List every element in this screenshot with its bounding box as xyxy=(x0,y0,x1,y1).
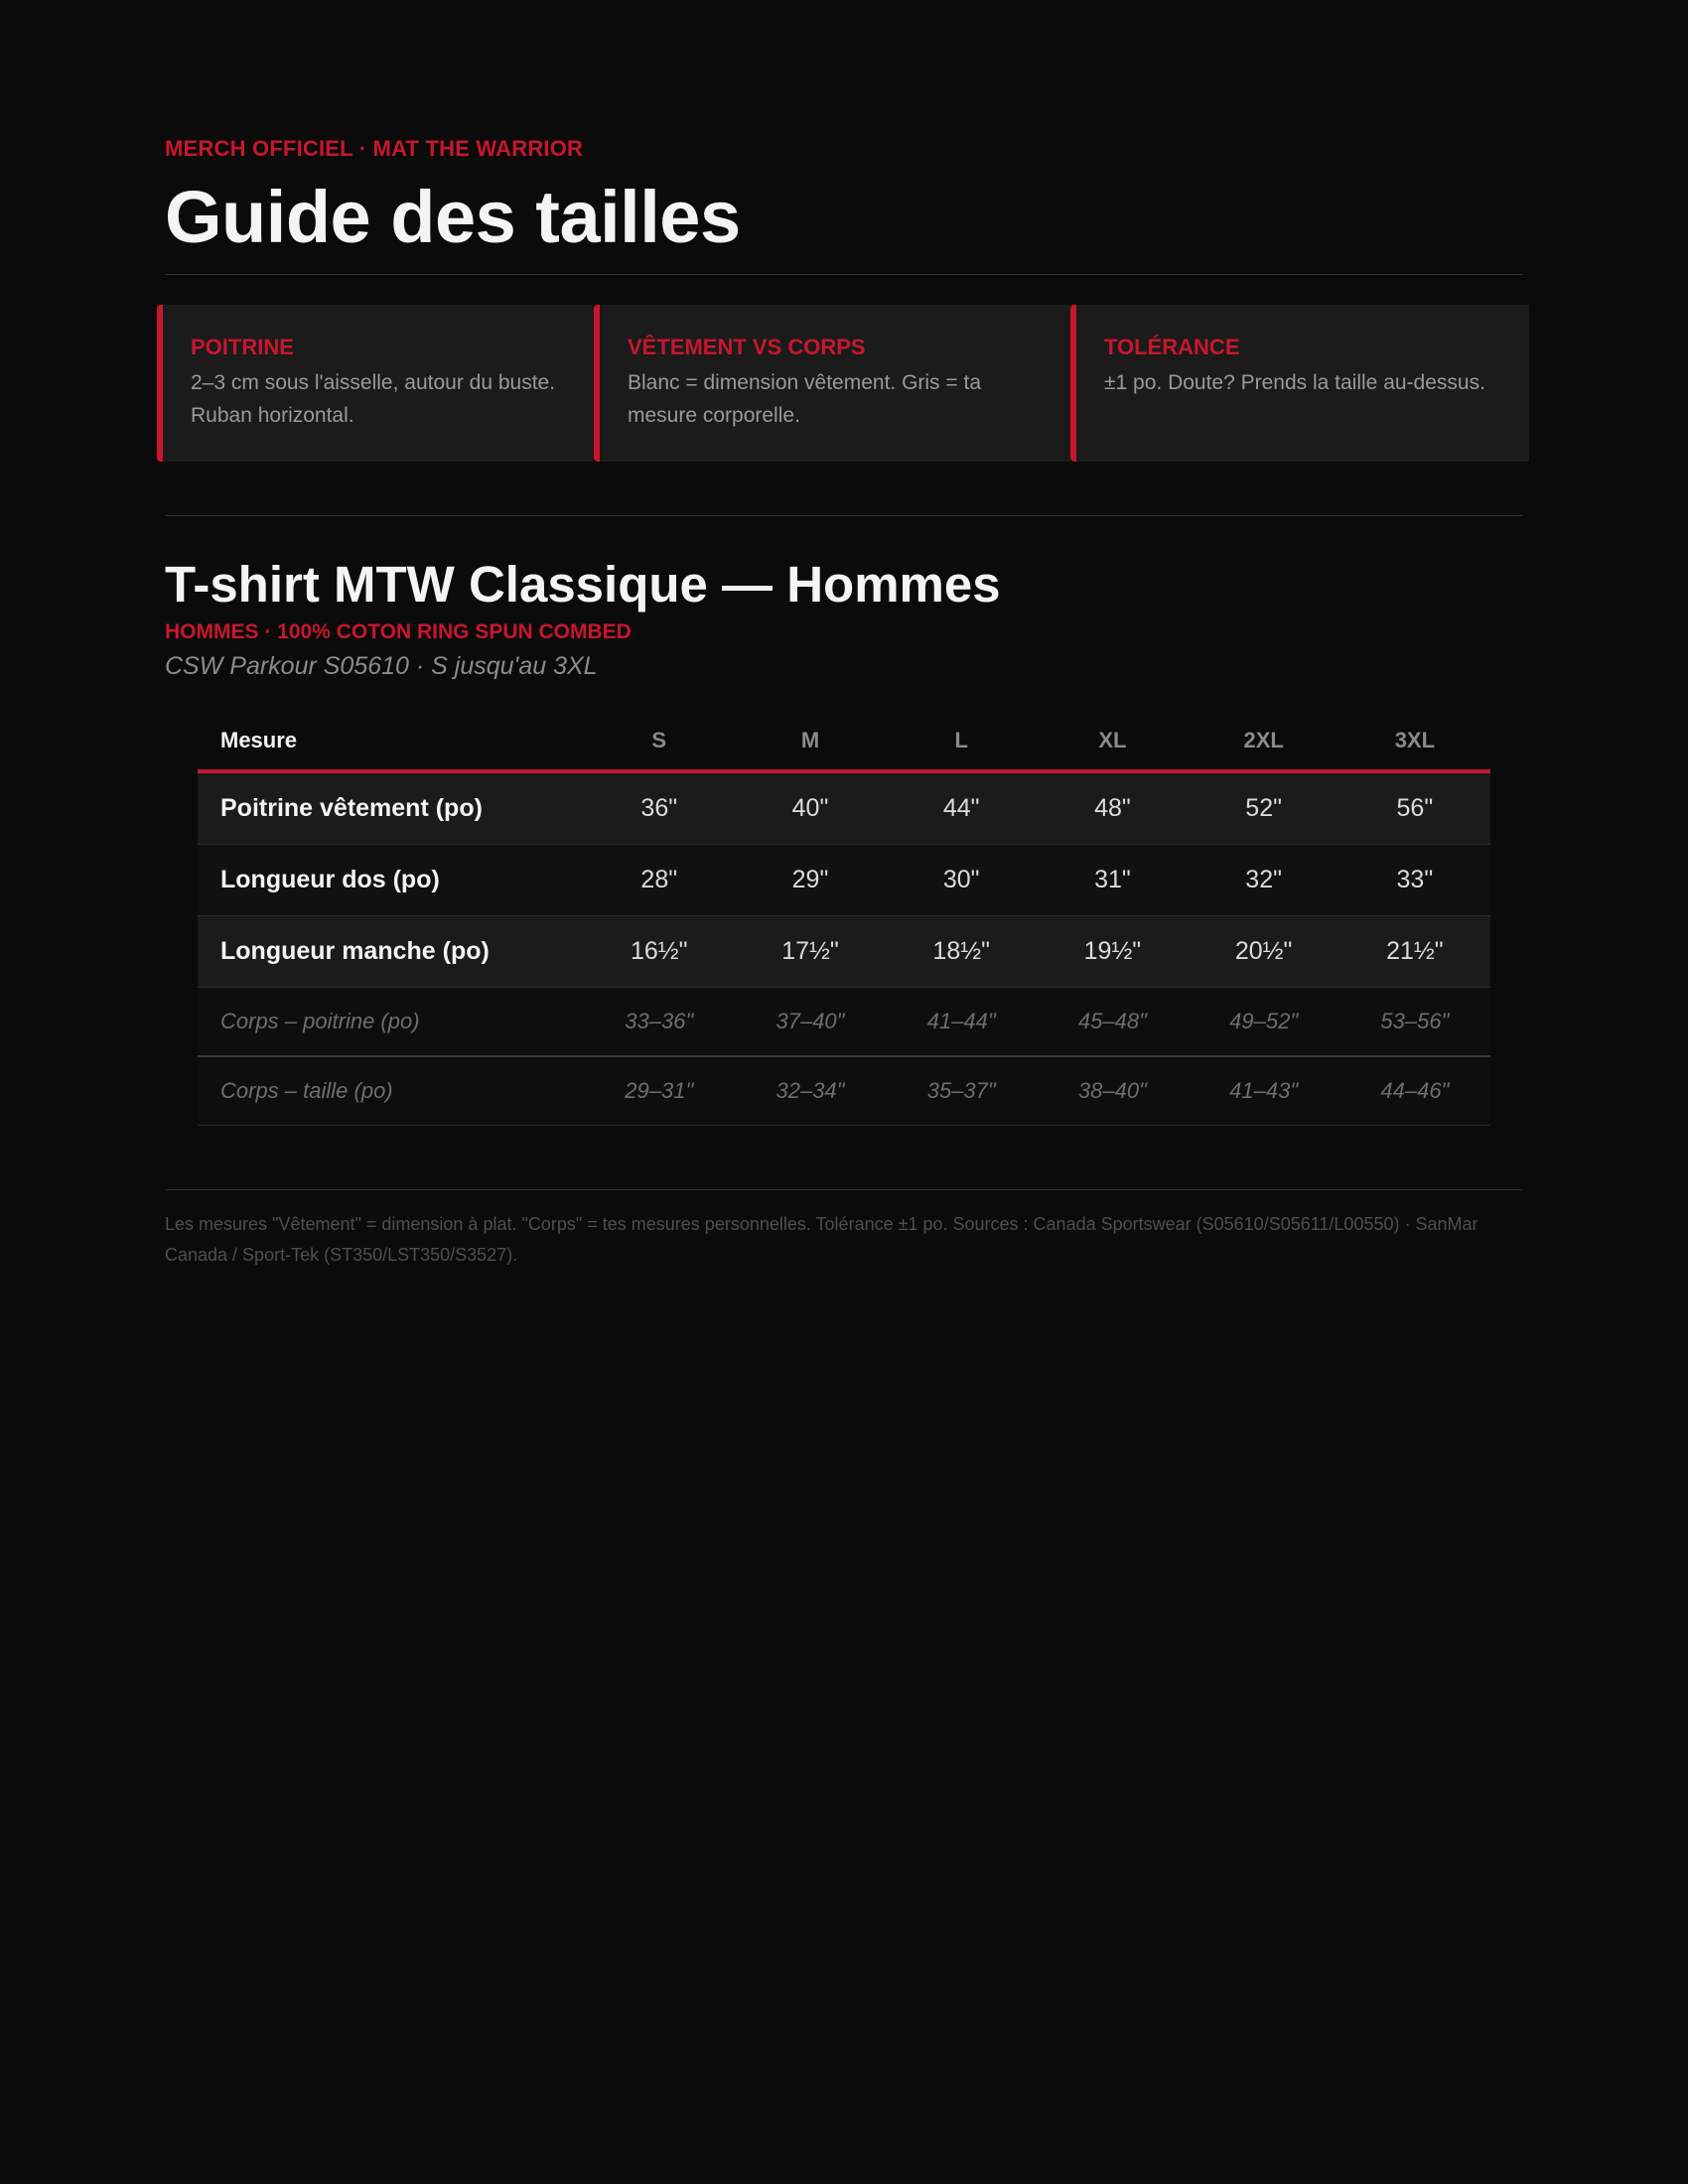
table-cell: 35–37" xyxy=(886,1056,1037,1126)
tip-body: 2–3 cm sous l'aisselle, autour du buste. Ruban horizontal. xyxy=(191,371,556,427)
row-label: Poitrine vêtement (po) xyxy=(198,771,584,845)
tip-title: TOLÉRANCE xyxy=(1104,335,1240,359)
table-cell: 38–40" xyxy=(1037,1056,1188,1126)
table-cell: 30" xyxy=(886,845,1037,916)
table-cell: 40" xyxy=(735,771,886,845)
measurement-tips xyxy=(157,305,1529,462)
table-cell: 31" xyxy=(1037,845,1188,916)
table-cell: 44" xyxy=(886,771,1037,845)
footnote: Les mesures "Vêtement" = dimension à plat. "Corps" = tes mesures personnelles. Tolérance ±1 po. Sources : Canada Sportswear (S05610/S05611/L00550) · SanMar Canada / Sport-Tek (ST350/LST350/S3527). xyxy=(165,1214,1478,1265)
column-header-size: S xyxy=(584,712,735,771)
product-tag: HOMMES · 100% COTON RING SPUN COMBED xyxy=(165,620,632,643)
product-model: CSW Parkour S05610 · S jusqu'au 3XL xyxy=(165,652,598,680)
table-cell: 28" xyxy=(584,845,735,916)
table-cell: 44–46" xyxy=(1339,1056,1490,1126)
tip-body: Blanc = dimension vêtement. Gris = ta mesure corporelle. xyxy=(628,371,982,427)
table-cell: 41–44" xyxy=(886,988,1037,1057)
table-cell: 18½" xyxy=(886,916,1037,988)
tip-title: VÊTEMENT VS CORPS xyxy=(628,335,866,359)
row-label: Longueur manche (po) xyxy=(198,916,584,988)
table-cell: 33" xyxy=(1339,845,1490,916)
table-cell: 32–34" xyxy=(735,1056,886,1126)
column-header-size: 2XL xyxy=(1189,712,1339,771)
table-row-garment-chest xyxy=(198,771,1490,845)
table-row-sleeve-length xyxy=(198,916,1490,988)
table-cell: 16½" xyxy=(584,916,735,988)
table-cell: 19½" xyxy=(1037,916,1188,988)
tip-card-tolerance xyxy=(1070,305,1529,462)
table-cell: 45–48" xyxy=(1037,988,1188,1057)
table-row-body-chest xyxy=(198,988,1490,1057)
row-label: Corps – poitrine (po) xyxy=(198,988,584,1057)
row-label: Longueur dos (po) xyxy=(198,845,584,916)
table-cell: 53–56" xyxy=(1339,988,1490,1057)
table-cell: 41–43" xyxy=(1189,1056,1339,1126)
table-row-back-length xyxy=(198,845,1490,916)
header-divider xyxy=(165,274,1523,275)
table-cell: 33–36" xyxy=(584,988,735,1057)
table-cell: 20½" xyxy=(1189,916,1339,988)
tip-card-garment-vs-body xyxy=(594,305,1070,462)
table-cell: 56" xyxy=(1339,771,1490,845)
column-header-size: L xyxy=(886,712,1037,771)
column-header-measure: Mesure xyxy=(198,712,584,771)
page-title: Guide des tailles xyxy=(165,176,741,258)
column-header-size: 3XL xyxy=(1339,712,1490,771)
table-cell: 32" xyxy=(1189,845,1339,916)
tip-body: ±1 po. Doute? Prends la taille au-dessus. xyxy=(1104,371,1485,394)
column-header-size: M xyxy=(735,712,886,771)
table-cell: 49–52" xyxy=(1189,988,1339,1057)
column-header-size: XL xyxy=(1037,712,1188,771)
tip-title: POITRINE xyxy=(191,335,294,359)
table-cell: 29–31" xyxy=(584,1056,735,1126)
size-table xyxy=(198,712,1490,1126)
size-table-header xyxy=(198,712,1490,771)
table-cell: 37–40" xyxy=(735,988,886,1057)
table-cell: 29" xyxy=(735,845,886,916)
table-row-body-waist xyxy=(198,1056,1490,1126)
brand-eyebrow: MERCH OFFICIEL · MAT THE WARRIOR xyxy=(165,136,584,161)
row-label: Corps – taille (po) xyxy=(198,1056,584,1126)
product-title: T-shirt MTW Classique — Hommes xyxy=(165,556,1001,613)
tip-card-chest xyxy=(157,305,594,462)
table-cell: 48" xyxy=(1037,771,1188,845)
table-cell: 52" xyxy=(1189,771,1339,845)
footer-divider xyxy=(165,1189,1523,1190)
table-cell: 21½" xyxy=(1339,916,1490,988)
table-cell: 17½" xyxy=(735,916,886,988)
section-divider xyxy=(165,515,1523,516)
table-cell: 36" xyxy=(584,771,735,845)
